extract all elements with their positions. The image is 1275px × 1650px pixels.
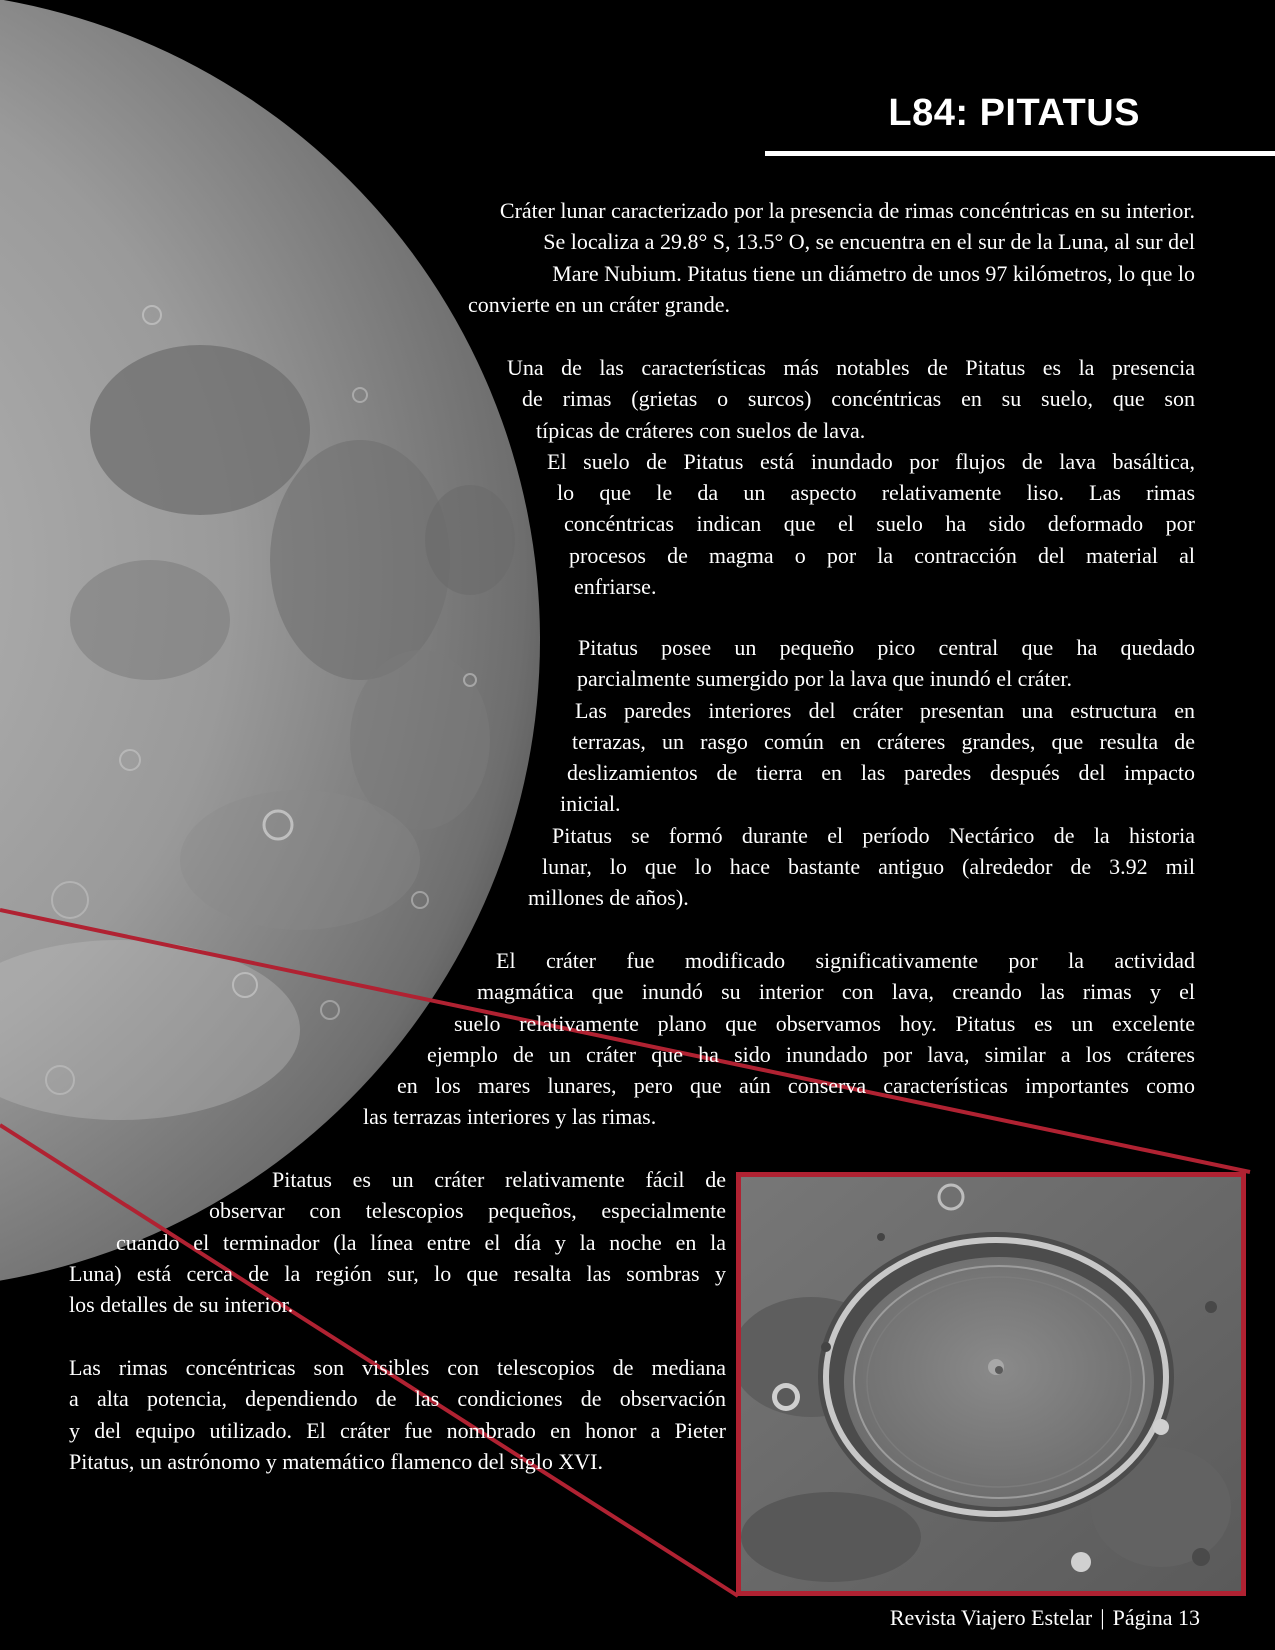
text-line: Mare Nubium. Pitatus tiene un diámetro de unos 97 kilómetros, lo que lo [552, 260, 1195, 286]
paragraph-intro [370, 195, 1195, 320]
text-line: las terrazas interiores y las rimas. [363, 1104, 657, 1130]
paragraph-observacion [0, 1164, 726, 1320]
text-line: enfriarse. [574, 574, 657, 600]
crater-illustration [741, 1177, 1241, 1591]
text-line: deslizamientos de tierra en las paredes después del impacto [567, 760, 1195, 786]
text-line: en los mares lunares, pero que aún conserva características importantes como [397, 1073, 1195, 1099]
text-line: Pitatus se formó durante el período Nectárico de la historia [552, 822, 1195, 848]
magazine-name: Revista Viajero Estelar [889, 1605, 1093, 1630]
text-line: y del equipo utilizado. El cráter fue nombrado en honor a Pieter [69, 1417, 726, 1443]
text-line: concéntricas indican que el suelo ha sido deformado por [564, 511, 1195, 537]
text-line: magmática que inundó su interior con lava, creando las rimas y el [477, 979, 1195, 1005]
text-line: millones de años). [528, 885, 689, 911]
text-line: los detalles de su interior. [69, 1292, 294, 1318]
text-line: típicas de cráteres con suelos de lava. [536, 417, 866, 443]
text-line: ejemplo de un cráter que ha sido inundado por lava, similar a los cráteres [427, 1041, 1195, 1067]
text-line: Las paredes interiores del cráter presentan una estructura en [575, 697, 1195, 723]
text-line: terrazas, un rasgo común en cráteres grandes, que resulta de [572, 728, 1195, 754]
paragraph-telescopios [69, 1352, 726, 1477]
text-line: El cráter fue modificado significativamente por la actividad [496, 948, 1195, 973]
text-line: inicial. [560, 791, 621, 817]
text-line: lo que le da un aspecto relativamente liso. Las rimas [557, 480, 1195, 506]
text-line: Una de las características más notables de Pitatus es la presencia [507, 355, 1195, 380]
text-line: Cráter lunar caracterizado por la presencia de rimas concéntricas en su interior. [499, 198, 1195, 223]
text-line: parcialmente sumergido por la lava que inundó el cráter. [577, 666, 1073, 692]
text-line: Pitatus posee un pequeño pico central que ha quedado [578, 635, 1195, 660]
text-line: Se localiza a 29.8° S, 13.5° O, se encuentra en el sur de la Luna, al sur del [543, 229, 1195, 255]
text-line: Pitatus es un cráter relativamente fácil de [272, 1167, 726, 1192]
text-line: Pitatus, un astrónomo y matemático flamenco del siglo XVI. [69, 1448, 604, 1474]
text-line: procesos de magma o por la contracción del material al [569, 542, 1195, 568]
paragraph-actividad-magmatica [0, 945, 1195, 1133]
text-line: observar con telescopios pequeños, especialmente [209, 1198, 726, 1224]
page-footer [890, 1605, 1200, 1631]
paragraph-pico-central [0, 632, 1195, 914]
text-line: de rimas (grietas o surcos) concéntricas en su suelo, que son [522, 386, 1195, 412]
text-line: lunar, lo que lo hace bastante antiguo (alrededor de 3.92 mil [542, 854, 1195, 880]
footer-separator: | [1100, 1605, 1105, 1630]
text-line: El suelo de Pitatus está inundado por flujos de lava basáltica, [547, 448, 1195, 474]
title-underline [765, 151, 1275, 156]
text-line: Luna) está cerca de la región sur, lo que resalta las sombras y [69, 1260, 726, 1286]
page-title: L84: PITATUS [888, 92, 1140, 134]
text-line: convierte en un cráter grande. [468, 291, 731, 317]
text-line: suelo relativamente plano que observamos hoy. Pitatus es un excelente [454, 1010, 1195, 1036]
text-line: a alta potencia, dependiendo de las condiciones de observación [69, 1386, 726, 1412]
text-line: cuando el terminador (la línea entre el día y la noche en la [116, 1229, 726, 1255]
page-number: Página 13 [1112, 1605, 1200, 1630]
paragraph-rimas [0, 352, 1195, 602]
crater-closeup-image [736, 1172, 1246, 1596]
text-line: Las rimas concéntricas son visibles con telescopios de mediana [69, 1355, 726, 1380]
